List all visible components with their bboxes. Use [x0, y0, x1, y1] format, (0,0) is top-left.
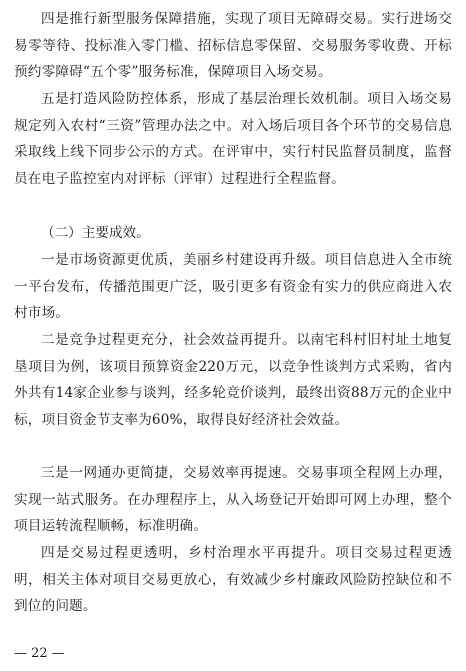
paragraph-risk-control: 五是打造风险防控体系，形成了基层治理长效机制。项目入场交易规定列入农村“三资”管理办法之中。对入场后项目各个环节的交易信息采取线上线下同步公示的方式。在评审中，实行村民监督员制度，监督员在电子监控室内对评标（评审）过程进行全程监督。 — [14, 91, 452, 187]
section-heading-main-results: （二）主要成效。 — [41, 225, 150, 241]
paragraph-competition: 二是竞争过程更充分，社会效益再提升。以南宅科村旧村址土地复垦项目为例，该项目预算资金220万元，以竞争性谈判方式采购，省内外共有14家企业参与谈判，经多轮竞价谈判，最终出资88万元的企业中标，项目资金节支率为60%，取得良好经济社会效益。 — [14, 332, 452, 428]
paragraph-transparency: 四是交易过程更透明，乡村治理水平再提升。项目交易过程更透明，相关主体对项目交易更放心，有效减少乡村廉政风险防控缺位和不到位的问题。 — [14, 545, 452, 615]
paragraph-service-measures: 四是推行新型服务保障措施，实现了项目无障碍交易。实行进场交易零等待、投标准入零门槛、招标信息零保留、交易服务零收费、开标预约零障碍“五个零”服务标准，保障项目入场交易。 — [14, 11, 452, 81]
paragraph-online-service: 三是一网通办更简捷，交易效率再提速。交易事项全程网上办理，实现一站式服务。在办理程序上，从入场登记开始即可网上办理，整个项目运转流程顺畅，标准明确。 — [14, 465, 452, 535]
page-number: — 22 — — [14, 646, 65, 661]
paragraph-market-resources: 一是市场资源更优质，美丽乡村建设再升级。项目信息进入全市统一平台发布，传播范围更广泛，吸引更多有资金有实力的供应商进入农村市场。 — [14, 252, 452, 322]
